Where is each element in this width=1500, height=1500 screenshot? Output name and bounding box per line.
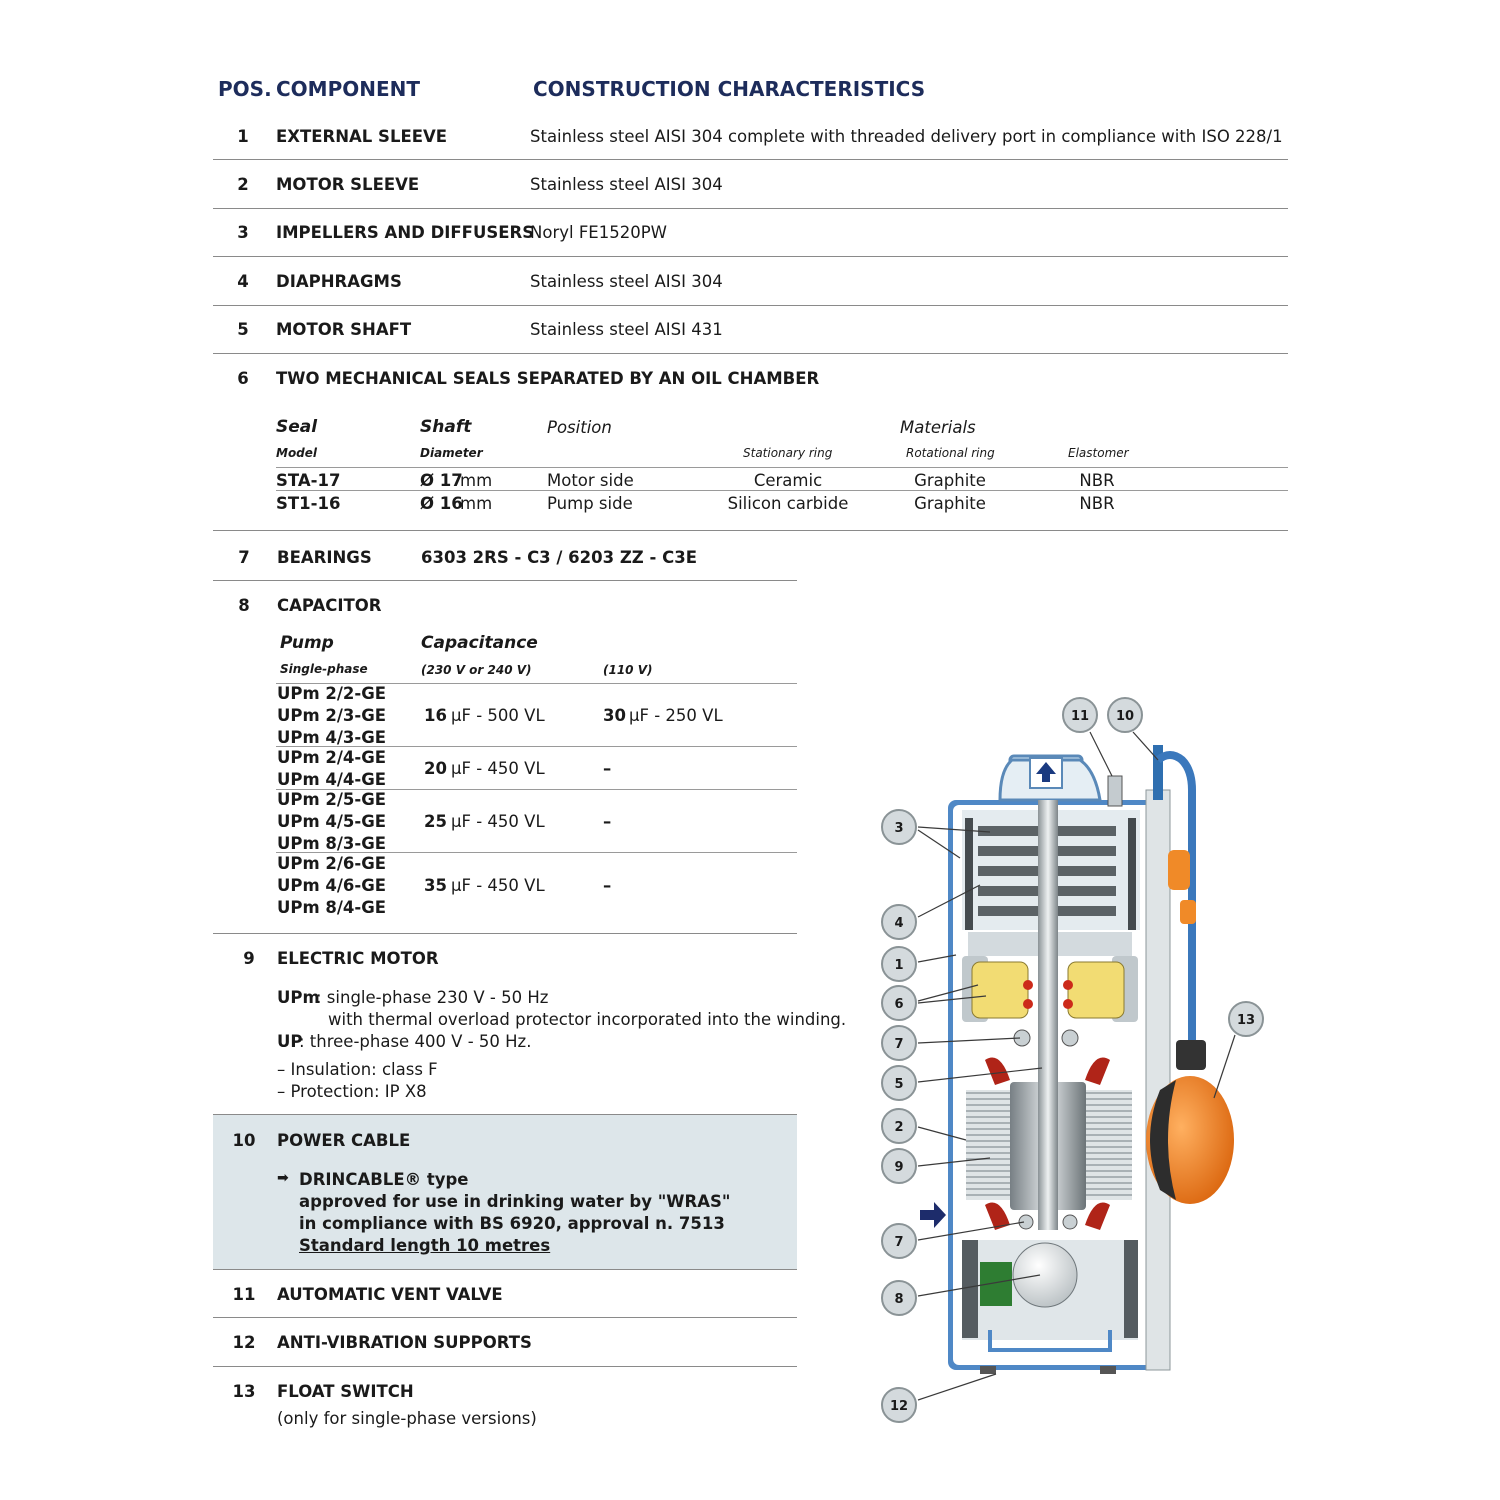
capacitance-value: 25 [424,812,447,831]
pump-model: UPm 8/3-GE [277,834,387,853]
callout-number: 11 [1070,709,1090,724]
header-component: COMPONENT [276,77,421,101]
capacitance-value: 16 [424,706,447,725]
seal-position: Pump side [547,494,633,513]
capacitance-rating: µF - 450 VL [451,876,545,895]
seal-model: STA-17 [276,471,341,490]
seal-model: ST1-16 [276,494,341,513]
callout-number: 1 [894,958,904,973]
capacitance-110-value: – [603,812,612,831]
seals-header-model: Model [276,446,318,460]
callout-number: 5 [894,1077,904,1092]
callout-5 [882,1066,916,1100]
callout-number: 2 [894,1120,904,1135]
pump-model: UPm 2/5-GE [277,790,387,809]
capacitance-value: 35 [424,876,447,895]
row-desc: Stainless steel AISI 304 [530,272,723,291]
row-pos: 4 [237,272,249,291]
divider [213,256,1288,257]
callout-10 [1108,698,1142,732]
seals-header-stationary: Stationary ring [743,446,833,460]
callout-number: 13 [1236,1013,1256,1028]
capacitance-110-value: 30 [603,706,626,725]
seals-header-rotational: Rotational ring [906,446,995,460]
capacitor-header-capacitance: Capacitance [421,633,538,653]
row-component: IMPELLERS AND DIFFUSERS [276,223,535,242]
motor-upm-text: : single-phase 230 V - 50 Hz [316,988,549,1007]
float-label: FLOAT SWITCH [277,1382,414,1401]
callout-12 [882,1388,916,1422]
divider [213,580,797,581]
capacitance-rating: µF - 450 VL [451,812,545,831]
capacitance-110-value: – [603,759,612,778]
row-pos: 12 [232,1333,256,1352]
cable-line4: Standard length 10 metres [299,1236,551,1255]
callout-11 [1063,698,1097,732]
callout-7 [882,1026,916,1060]
cable-line3: in compliance with BS 6920, approval n. 7513 [299,1214,725,1233]
divider [276,746,797,747]
motor-up-label: UP [277,1032,303,1051]
divider [213,1114,797,1115]
callout-13 [1229,1002,1263,1036]
pump-model: UPm 4/6-GE [277,876,387,895]
callout-2 [882,1109,916,1143]
motor-up-text: : three-phase 400 V - 50 Hz. [299,1032,532,1051]
row-desc: Stainless steel AISI 431 [530,320,723,339]
row-pos: 3 [237,223,249,242]
vent-label: AUTOMATIC VENT VALVE [277,1285,503,1304]
motor-upm-text2: with thermal overload protector incorporated into the winding. [328,1010,847,1029]
supports-label: ANTI-VIBRATION SUPPORTS [277,1333,532,1352]
row-pos: 13 [232,1382,256,1401]
seals-header-position: Position [547,418,612,437]
bearings-value: 6303 2RS - C3 / 6203 ZZ - C3E [421,548,697,567]
seal-rotational: Graphite [914,494,986,513]
float-note: (only for single-phase versions) [277,1409,537,1428]
callout-number: 7 [894,1037,904,1052]
motor-label: ELECTRIC MOTOR [277,949,439,968]
pump-model: UPm 2/6-GE [277,854,387,873]
divider [213,353,1288,354]
motor-insulation: – Insulation: class F [277,1060,438,1079]
header-characteristics: CONSTRUCTION CHARACTERISTICS [533,77,926,101]
callout-number: 4 [894,916,904,931]
divider [213,159,1288,160]
divider [213,1317,797,1318]
capacitor-label: CAPACITOR [277,596,382,615]
row-pos: 10 [232,1131,256,1150]
callout-9 [882,1149,916,1183]
pump-cutaway-diagram [860,690,1300,1430]
seal-diameter: Ø 16 [420,494,463,513]
divider [213,208,1288,209]
divider [213,305,1288,306]
capacitance-rating: µF - 450 VL [451,759,545,778]
divider [276,852,797,853]
pump-model: UPm 4/4-GE [277,770,387,789]
seals-header-materials: Materials [900,418,976,437]
callout-7b [882,1224,916,1258]
seal-elastomer: NBR [1079,471,1115,490]
seals-title: TWO MECHANICAL SEALS SEPARATED BY AN OIL CHAMBER [276,369,820,388]
divider [213,933,797,934]
divider [213,1366,797,1367]
seal-rotational: Graphite [914,471,986,490]
cable-label: POWER CABLE [277,1131,411,1150]
cable-line2: approved for use in drinking water by "WRAS" [299,1192,731,1211]
row-pos: 11 [232,1285,256,1304]
capacitance-110-rating: µF - 250 VL [629,706,723,725]
seal-elastomer: NBR [1079,494,1115,513]
seal-stationary: Ceramic [753,471,823,490]
callout-number: 9 [894,1160,904,1175]
pump-model: UPm 8/4-GE [277,898,387,917]
callout-number: 7 [894,1235,904,1250]
seal-diameter: Ø 17 [420,471,463,490]
callout-6 [882,986,916,1020]
pump-model: UPm 4/3-GE [277,728,387,747]
row-pos: 6 [237,369,249,388]
callout-number: 6 [894,997,904,1012]
capacitance-rating: µF - 500 VL [451,706,545,725]
motor-protection: – Protection: IP X8 [277,1082,427,1101]
row-desc: Stainless steel AISI 304 [530,175,723,194]
capacitor-header-pump: Pump [280,633,334,653]
callout-8 [882,1281,916,1315]
divider [276,490,1288,491]
seals-header-elastomer: Elastomer [1068,446,1129,460]
arrow-right-icon: ➡ [277,1170,289,1186]
row-component: MOTOR SHAFT [276,320,412,339]
divider [213,530,1288,531]
row-desc: Stainless steel AISI 304 complete with threaded delivery port in compliance with ISO 228/1 [530,127,1283,146]
row-pos: 8 [238,596,250,615]
capacitance-110-value: – [603,876,612,895]
seals-header-diameter: Diameter [420,446,483,460]
seals-header-shaft: Shaft [420,417,472,437]
row-pos: 7 [238,548,250,567]
capacitor-header-230: (230 V or 240 V) [421,663,532,677]
seal-diameter-unit: mm [460,471,493,490]
divider [276,467,1288,468]
callout-number: 8 [894,1292,904,1307]
row-component: EXTERNAL SLEEVE [276,127,448,146]
pump-model: UPm 4/5-GE [277,812,387,831]
callout-1 [882,947,916,981]
capacitor-header-110: (110 V) [603,663,653,677]
row-desc: Noryl FE1520PW [530,223,667,242]
capacitance-value: 20 [424,759,447,778]
seals-header-seal: Seal [276,417,318,437]
row-pos: 1 [237,127,249,146]
seal-position: Motor side [547,471,634,490]
pump-model: UPm 2/3-GE [277,706,387,725]
callout-3 [882,810,916,844]
row-pos: 2 [237,175,249,194]
callout-number: 10 [1115,709,1135,724]
row-pos: 9 [243,949,255,968]
divider [213,1269,797,1270]
callout-number: 3 [894,821,904,836]
cable-line1: DRINCABLE® type [299,1170,469,1189]
motor-upm-label: UPm [277,988,320,1007]
row-pos: 5 [237,320,249,339]
callout-number: 12 [889,1399,909,1414]
seal-stationary: Silicon carbide [727,494,849,513]
pump-model: UPm 2/4-GE [277,748,387,767]
row-component: DIAPHRAGMS [276,272,402,291]
seal-diameter-unit: mm [460,494,493,513]
pump-body [920,756,1164,1374]
bearings-label: BEARINGS [277,548,372,567]
callout-4 [882,905,916,939]
pump-model: UPm 2/2-GE [277,684,387,703]
row-component: MOTOR SLEEVE [276,175,420,194]
capacitor-header-single: Single-phase [280,662,368,676]
header-pos: POS. [218,77,272,101]
